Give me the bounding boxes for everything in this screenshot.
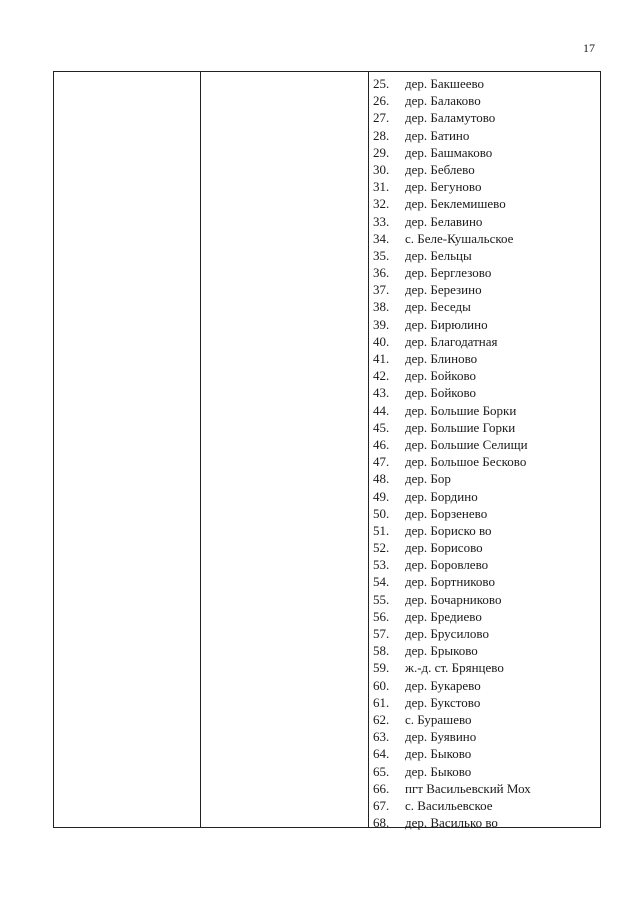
settlement-name: дер. Батино — [405, 127, 470, 143]
settlement-name: дер. Бакшеево — [405, 76, 485, 91]
settlement-name: с. Васильевское — [405, 797, 493, 813]
list-item — [372, 797, 531, 814]
entry-number: 25. — [373, 76, 390, 91]
settlement-name: дер. Буявино — [405, 729, 477, 745]
list-item — [372, 92, 531, 109]
entry-number: 41. — [373, 351, 390, 366]
entry-number: 46. — [373, 436, 390, 452]
settlement-name: дер. Беклемишево — [405, 196, 506, 212]
settlement-name: дер. Бельцы — [405, 247, 472, 263]
list-item — [372, 247, 531, 264]
entry-number: 42. — [373, 368, 390, 384]
list-item — [372, 384, 531, 401]
entry-number: 40. — [373, 333, 390, 349]
settlement-name: дер. Березино — [405, 282, 482, 298]
column-divider-1 — [200, 72, 201, 827]
list-item — [372, 436, 531, 453]
list-item — [372, 161, 531, 178]
entry-number: 28. — [373, 127, 390, 143]
settlement-name: дер. Бордино — [405, 488, 478, 504]
list-item — [372, 127, 531, 144]
list-item — [372, 470, 531, 487]
list-item — [372, 608, 531, 625]
settlement-name: дер. Большие Горки — [405, 419, 516, 435]
entry-number: 56. — [373, 608, 390, 624]
settlement-name: дер. Берглезово — [405, 265, 492, 281]
settlement-name: дер. Беблево — [405, 161, 475, 177]
page-number: 17 — [583, 41, 595, 55]
list-item — [372, 230, 531, 247]
list-item — [372, 505, 531, 522]
entry-number: 63. — [373, 729, 390, 745]
entry-number: 50. — [373, 505, 390, 521]
entry-number: 49. — [373, 488, 390, 504]
list-item — [372, 488, 531, 505]
settlement-name: дер. Блиново — [405, 351, 478, 366]
settlements-table — [53, 71, 601, 831]
entry-number: 54. — [373, 574, 390, 590]
entry-number: 53. — [373, 557, 390, 573]
list-item — [372, 298, 531, 315]
settlement-name: дер. Василько во — [405, 815, 498, 831]
settlement-name: дер. Бойково — [405, 385, 477, 401]
entry-number: 61. — [373, 694, 390, 710]
entry-number: 58. — [373, 643, 390, 659]
entry-number: 55. — [373, 591, 390, 607]
settlement-name: дер. Бочарниково — [405, 591, 502, 607]
settlement-name: пгт Васильевский Мох — [405, 780, 531, 796]
list-item — [372, 694, 531, 711]
list-item — [372, 109, 531, 126]
settlement-name: дер. Борзенево — [405, 505, 488, 521]
list-item — [372, 402, 531, 419]
list-item — [372, 453, 531, 470]
entry-number: 60. — [373, 677, 390, 693]
entry-number: 38. — [373, 299, 390, 315]
entry-number: 64. — [373, 746, 390, 762]
settlement-name: дер. Беседы — [405, 299, 471, 315]
settlement-name: дер. Большие Борки — [405, 402, 517, 418]
list-item — [372, 659, 531, 676]
list-item — [372, 539, 531, 556]
settlement-list — [372, 75, 531, 831]
entry-number: 67. — [373, 797, 390, 813]
entry-number: 68. — [373, 815, 390, 831]
entry-number: 39. — [373, 316, 390, 332]
entry-number: 47. — [373, 454, 390, 470]
settlement-name: дер. Брыково — [405, 643, 478, 659]
settlement-name: дер. Бирюлино — [405, 316, 488, 332]
entry-number: 45. — [373, 419, 390, 435]
list-item — [372, 333, 531, 350]
column-divider-2 — [368, 72, 369, 827]
list-item — [372, 213, 531, 230]
list-item — [372, 178, 531, 195]
list-item — [372, 281, 531, 298]
settlement-name: с. Бурашево — [405, 711, 472, 727]
entry-number: 30. — [373, 161, 390, 177]
settlement-name: дер. Быково — [405, 746, 472, 762]
settlement-name: дер. Баламутово — [405, 110, 496, 126]
list-item — [372, 625, 531, 642]
list-item — [372, 144, 531, 161]
settlement-name: дер. Бегуново — [405, 179, 482, 195]
settlement-name: дер. Букарево — [405, 677, 481, 693]
entry-number: 36. — [373, 265, 390, 281]
entry-number: 31. — [373, 179, 390, 195]
list-item — [372, 814, 531, 831]
entry-number: 66. — [373, 780, 390, 796]
settlement-name: с. Беле-Кушальское — [405, 230, 514, 246]
list-item — [372, 350, 531, 367]
settlement-name: дер. Бойково — [405, 368, 477, 384]
settlement-name: дер. Бориско во — [405, 522, 492, 538]
settlement-name: дер. Борисово — [405, 540, 483, 556]
settlement-name: дер. Брусилово — [405, 626, 489, 641]
entry-number: 59. — [373, 660, 390, 676]
list-item — [372, 677, 531, 694]
list-item — [372, 763, 531, 780]
list-item — [372, 316, 531, 333]
entry-number: 57. — [373, 626, 390, 641]
settlement-name: дер. Бор — [405, 471, 451, 487]
list-item — [372, 367, 531, 384]
settlement-name: дер. Большое Бесково — [405, 454, 527, 470]
settlement-name: дер. Быково — [405, 763, 472, 779]
settlement-name: дер. Благодатная — [405, 333, 498, 349]
entry-number: 32. — [373, 196, 390, 212]
entry-number: 48. — [373, 471, 390, 487]
list-item — [372, 728, 531, 745]
entry-number: 33. — [373, 213, 390, 229]
entry-number: 62. — [373, 711, 390, 727]
settlement-name: дер. Башмаково — [405, 144, 493, 160]
settlement-name: ж.-д. ст. Брянцево — [405, 660, 504, 676]
list-item — [372, 711, 531, 728]
settlement-name: дер. Белавино — [405, 213, 483, 229]
list-item — [372, 75, 531, 92]
settlement-name: дер. Боровлево — [405, 557, 489, 573]
list-item — [372, 780, 531, 797]
entry-number: 44. — [373, 402, 390, 418]
entry-number: 65. — [373, 763, 390, 779]
settlement-name: дер. Бортниково — [405, 574, 495, 590]
entry-number: 34. — [373, 230, 390, 246]
entry-number: 26. — [373, 93, 390, 109]
settlement-name: дер. Большие Селищи — [405, 436, 528, 452]
list-item — [372, 522, 531, 539]
list-item — [372, 745, 531, 762]
entry-number: 29. — [373, 144, 390, 160]
entry-number: 43. — [373, 385, 390, 401]
list-item — [372, 573, 531, 590]
entry-number: 27. — [373, 110, 390, 126]
list-item — [372, 591, 531, 608]
entry-number: 35. — [373, 247, 390, 263]
entry-number: 37. — [373, 282, 390, 298]
list-item — [372, 419, 531, 436]
list-item — [372, 195, 531, 212]
settlement-name: дер. Бредиево — [405, 608, 482, 624]
entry-number: 51. — [373, 522, 390, 538]
list-item — [372, 642, 531, 659]
entry-number: 52. — [373, 540, 390, 556]
settlement-name: дер. Балаково — [405, 93, 481, 109]
settlement-name: дер. Букстово — [405, 694, 481, 710]
list-item — [372, 556, 531, 573]
list-item — [372, 264, 531, 281]
